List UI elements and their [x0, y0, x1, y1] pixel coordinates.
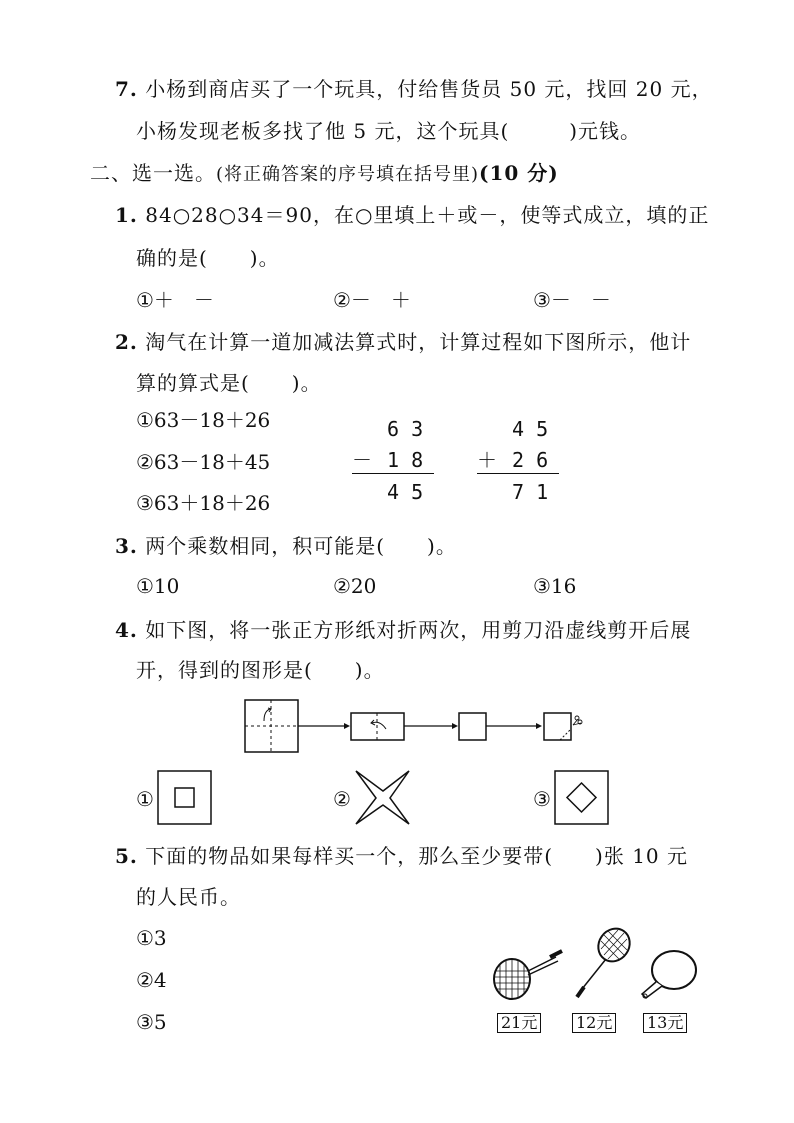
q7-text-line2a: 小杨发现老板多找了他 5 元，这个玩具( — [136, 119, 510, 143]
q7-line1 — [115, 76, 713, 102]
fold-step4-square — [544, 713, 571, 740]
ping-pong-paddle-icon — [636, 948, 698, 1004]
tennis-racket-icon — [490, 945, 565, 1005]
q4-option-3-figure[interactable] — [554, 770, 610, 826]
calc1-top: 6 3 — [387, 417, 424, 441]
q1-line1 — [115, 202, 709, 228]
q5-option-3[interactable]: ③5 — [136, 1010, 167, 1034]
calc2-top: 4 5 — [512, 417, 549, 441]
q3-text: 两个乘数相同，积可能是( )。 — [145, 534, 457, 558]
q1-option-2[interactable]: ②－ ＋ — [333, 288, 411, 312]
q2-option-3[interactable]: ③63＋18＋26 — [136, 491, 271, 515]
calc2-line — [477, 473, 559, 474]
q2-option-1[interactable]: ①63－18＋26 — [136, 408, 271, 432]
q4-option-2-mark[interactable]: ② — [333, 787, 351, 811]
price-tag-3 — [643, 1013, 687, 1033]
q7-line2 — [136, 118, 641, 144]
q4-option-2-figure[interactable] — [355, 770, 411, 826]
folding-diagram — [240, 695, 590, 757]
calc1-line — [352, 473, 434, 474]
q5-option-2[interactable]: ②4 — [136, 968, 167, 992]
price-2: 12元 — [576, 1013, 613, 1032]
q2-line2: 算的算式是( )。 — [136, 371, 322, 395]
q4-line1 — [115, 617, 691, 643]
q5-option-1[interactable]: ①3 — [136, 926, 167, 950]
q4-option-1-figure[interactable] — [157, 770, 213, 826]
q3-option-1[interactable]: ①10 — [136, 574, 180, 598]
q5-text-line1: 下面的物品如果每样买一个，那么至少要带( )张 10 元 — [145, 844, 689, 868]
q4-option-1-mark[interactable]: ① — [136, 787, 154, 811]
section2-score: (10 分) — [479, 161, 559, 185]
price-tag-1 — [497, 1013, 541, 1033]
calc1-operator: － — [352, 448, 372, 472]
calc2-operator: ＋ — [477, 448, 497, 472]
q1-text-line1: 84○28○34＝90，在○里填上＋或－，使等式成立，填的正 — [145, 203, 710, 227]
badminton-racket-icon — [568, 925, 633, 1003]
q5-number: 5. — [115, 844, 138, 868]
q1-option-1[interactable]: ①＋ － — [136, 288, 214, 312]
q4-option-3-mark[interactable]: ③ — [533, 787, 551, 811]
calc1-second: 1 8 — [387, 448, 424, 472]
calc2-second: 2 6 — [512, 448, 549, 472]
q4-text-line1: 如下图，将一张正方形纸对折两次，用剪刀沿虚线剪开后展 — [145, 618, 692, 642]
q4-line2: 开，得到的图形是( )。 — [136, 658, 385, 682]
q2-line1 — [115, 329, 691, 355]
q3-number: 3. — [115, 534, 138, 558]
section2-title: 二、选一选。 — [90, 161, 216, 185]
q1-line2: 确的是( )。 — [136, 246, 280, 270]
calc2-result: 7 1 — [512, 480, 549, 504]
q5-line1 — [115, 843, 688, 869]
q7-number: 7. — [115, 77, 138, 101]
q7-text-line2b: )元钱。 — [569, 119, 642, 143]
q1-number: 1. — [115, 203, 138, 227]
q2-text-line1: 淘气在计算一道加减法算式时，计算过程如下图所示，他计 — [145, 330, 692, 354]
fold-step3-square — [459, 713, 486, 740]
section2-header — [90, 160, 559, 188]
calc1-result: 4 5 — [387, 480, 424, 504]
q2-number: 2. — [115, 330, 138, 354]
q1-option-3[interactable]: ③－ － — [533, 288, 611, 312]
q3-line — [115, 533, 457, 559]
price-3: 13元 — [647, 1013, 684, 1032]
q7-text-line1: 小杨到商店买了一个玩具，付给售货员 50 元，找回 20 元， — [145, 77, 713, 101]
q4-number: 4. — [115, 618, 138, 642]
section2-instruction: (将正确答案的序号填在括号里) — [216, 164, 480, 185]
price-tag-2 — [572, 1013, 616, 1033]
q2-option-2[interactable]: ②63－18＋45 — [136, 450, 271, 474]
q5-line2: 的人民币。 — [136, 885, 241, 909]
price-1: 21元 — [501, 1013, 538, 1032]
q3-option-2[interactable]: ②20 — [333, 574, 377, 598]
q3-option-3[interactable]: ③16 — [533, 574, 577, 598]
